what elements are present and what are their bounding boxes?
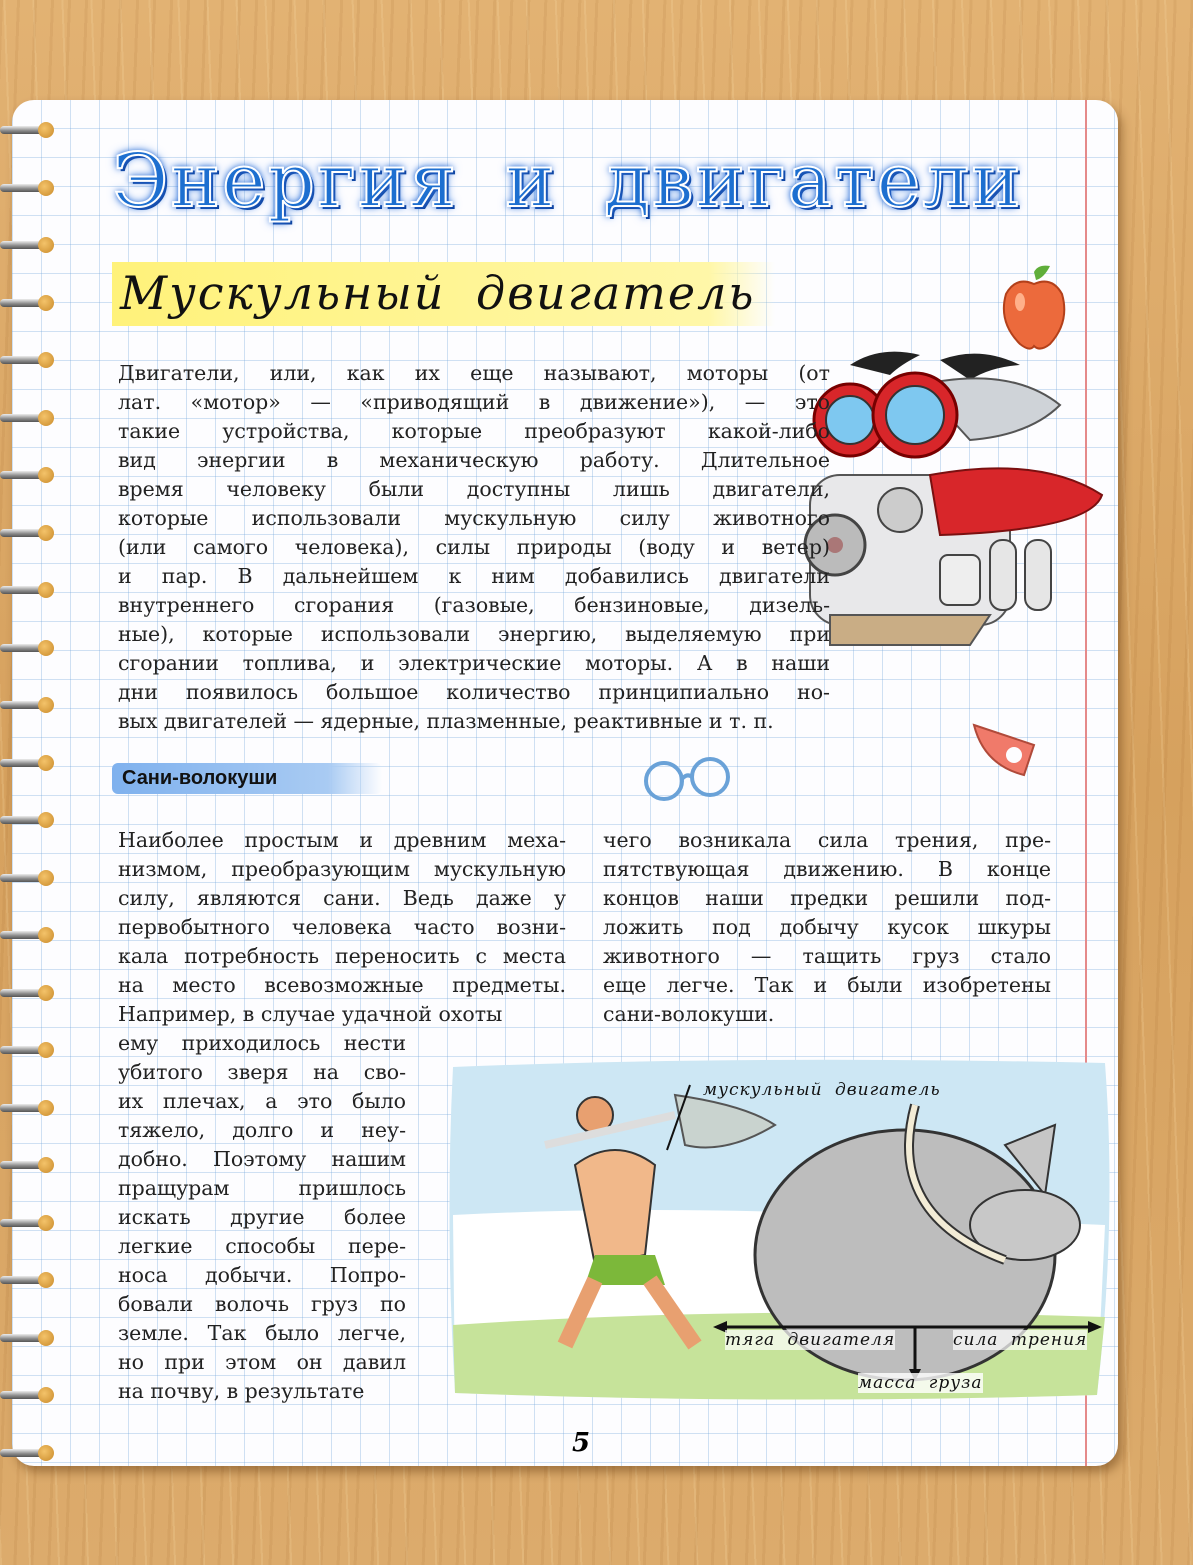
- text-line: Наиболее простым и древним меха-: [118, 828, 566, 852]
- ring-hole: [38, 295, 54, 311]
- text-line: искать другие более: [118, 1205, 406, 1229]
- ring-hole: [38, 985, 54, 1001]
- spiral-ring: [0, 640, 62, 656]
- spiral-ring: [0, 467, 62, 483]
- ring-hole: [38, 352, 54, 368]
- ring-hole: [38, 180, 54, 196]
- text-line: сани-волокуши.: [603, 1002, 775, 1026]
- ring-hole: [38, 755, 54, 771]
- ring-hole: [38, 697, 54, 713]
- apple-icon: [998, 262, 1070, 354]
- ring-hole: [38, 1100, 54, 1116]
- spiral-ring: [0, 1042, 62, 1058]
- text-line: пращурам пришлось: [118, 1176, 406, 1200]
- spiral-ring: [0, 582, 62, 598]
- text-line: их плечах, а это было: [118, 1089, 406, 1113]
- spiral-ring: [0, 352, 62, 368]
- text-line: сгорании топлива, и электрические моторы. А в наши: [118, 651, 830, 675]
- spiral-ring: [0, 985, 62, 1001]
- text-line: концов наши предки решили под-: [603, 886, 1051, 910]
- spiral-ring: [0, 410, 62, 426]
- ring-hole: [38, 582, 54, 598]
- page-title: Энергия и двигатели: [112, 138, 1023, 224]
- ring-hole: [38, 812, 54, 828]
- right-column-text: [603, 826, 1051, 1029]
- text-line: ложить под добычу кусок шкуры: [603, 915, 1051, 939]
- text-line: животного — тащить груз стало: [603, 944, 1051, 968]
- spiral-ring: [0, 1157, 62, 1173]
- text-line: тяжело, долго и неу-: [118, 1118, 406, 1142]
- text-line: убитого зверя на сво-: [118, 1060, 406, 1084]
- ring-hole: [38, 1157, 54, 1173]
- ring-hole: [38, 1272, 54, 1288]
- ring-hole: [38, 870, 54, 886]
- label-mass: масса груза: [858, 1373, 983, 1393]
- text-line: Например, в случае удачной охоты: [118, 1002, 503, 1026]
- ring-hole: [38, 1042, 54, 1058]
- text-line: силу, являются сани. Ведь даже у: [118, 886, 566, 910]
- spiral-ring: [0, 525, 62, 541]
- ring-hole: [38, 122, 54, 138]
- ring-hole: [38, 410, 54, 426]
- text-line: но при этом он давил: [118, 1350, 406, 1374]
- sledge-illustration: [445, 1055, 1115, 1405]
- section-heading: Сани-волокуши: [112, 763, 382, 794]
- spiral-ring: [0, 1330, 62, 1346]
- label-friction: сила трения: [953, 1330, 1088, 1350]
- spiral-ring: [0, 1100, 62, 1116]
- text-line: (или самого человека), силы природы (воду и ветер): [118, 535, 830, 559]
- text-line: лат. «мотор» — «приводящий в движение»), — это: [118, 390, 830, 414]
- spiral-ring: [0, 755, 62, 771]
- narrow-column-text: [118, 1029, 406, 1406]
- ring-hole: [38, 525, 54, 541]
- text-line: вых двигателей — ядерные, плазменные, реактивные и т. п.: [118, 709, 774, 733]
- engine-mascot-illustration: [790, 345, 1110, 665]
- subtitle: Мускульный двигатель: [112, 262, 775, 326]
- spiral-ring: [0, 295, 62, 311]
- ring-hole: [38, 640, 54, 656]
- spiral-ring: [0, 1445, 62, 1461]
- spiral-ring: [0, 1215, 62, 1231]
- text-line: и пар. В дальнейшем к ним добавились двигатели: [118, 564, 830, 588]
- ring-hole: [38, 1215, 54, 1231]
- ring-hole: [38, 467, 54, 483]
- text-line: еще легче. Так и были изобретены: [603, 973, 1051, 997]
- text-line: добно. Поэтому нашим: [118, 1147, 406, 1171]
- spiral-ring: [0, 122, 62, 138]
- left-column-text: [118, 826, 566, 1029]
- text-line: носа добычи. Попро-: [118, 1263, 406, 1287]
- spiral-ring: [0, 812, 62, 828]
- text-line: ные), которые использовали энергию, выделяемую при: [118, 622, 830, 646]
- text-line: низмом, преобразующим мускульную: [118, 857, 566, 881]
- text-line: чего возникала сила трения, пре-: [603, 828, 1051, 852]
- text-line: ему приходилось нести: [118, 1031, 406, 1055]
- ring-hole: [38, 237, 54, 253]
- text-line: легкие способы пере-: [118, 1234, 406, 1258]
- ring-hole: [38, 1387, 54, 1403]
- caveman-mammoth-drawing: [445, 1055, 1115, 1405]
- text-line: вид энергии в механическую работу. Длительное: [118, 448, 830, 472]
- spiral-ring: [0, 697, 62, 713]
- ring-hole: [38, 1445, 54, 1461]
- spiral-ring: [0, 180, 62, 196]
- text-line: которые использовали мускульную силу животного: [118, 506, 830, 530]
- spiral-ring: [0, 870, 62, 886]
- intro-paragraph: [118, 359, 830, 736]
- label-muscle-engine: мускульный двигатель: [703, 1080, 941, 1100]
- text-line: на почву, в результате: [118, 1379, 365, 1403]
- spiral-ring: [0, 1272, 62, 1288]
- ring-hole: [38, 927, 54, 943]
- spiral-ring: [0, 1387, 62, 1403]
- glasses-icon: [636, 755, 740, 805]
- ring-hole: [38, 1330, 54, 1346]
- text-line: время человеку были доступны лишь двигатели,: [118, 477, 830, 501]
- text-line: пятствующая движению. В конце: [603, 857, 1051, 881]
- spiral-ring: [0, 927, 62, 943]
- text-line: земле. Так было легче,: [118, 1321, 406, 1345]
- text-line: первобытного человека часто возни-: [118, 915, 566, 939]
- text-line: внутреннего сгорания (газовые, бензиновые, дизель-: [118, 593, 830, 617]
- spiral-ring: [0, 237, 62, 253]
- text-line: на место всевозможные предметы.: [118, 973, 566, 997]
- text-line: кала потребность переносить с места: [118, 944, 566, 968]
- text-line: бовали волочь груз по: [118, 1292, 406, 1316]
- label-thrust: тяга двигателя: [725, 1330, 896, 1350]
- text-line: такие устройства, которые преобразуют какой-либо: [118, 419, 830, 443]
- protractor-icon: [964, 715, 1044, 785]
- text-line: дни появилось большое количество принципиально но-: [118, 680, 830, 704]
- text-line: Двигатели, или, как их еще называют, моторы (от: [118, 361, 830, 385]
- page-number: 5: [572, 1428, 591, 1458]
